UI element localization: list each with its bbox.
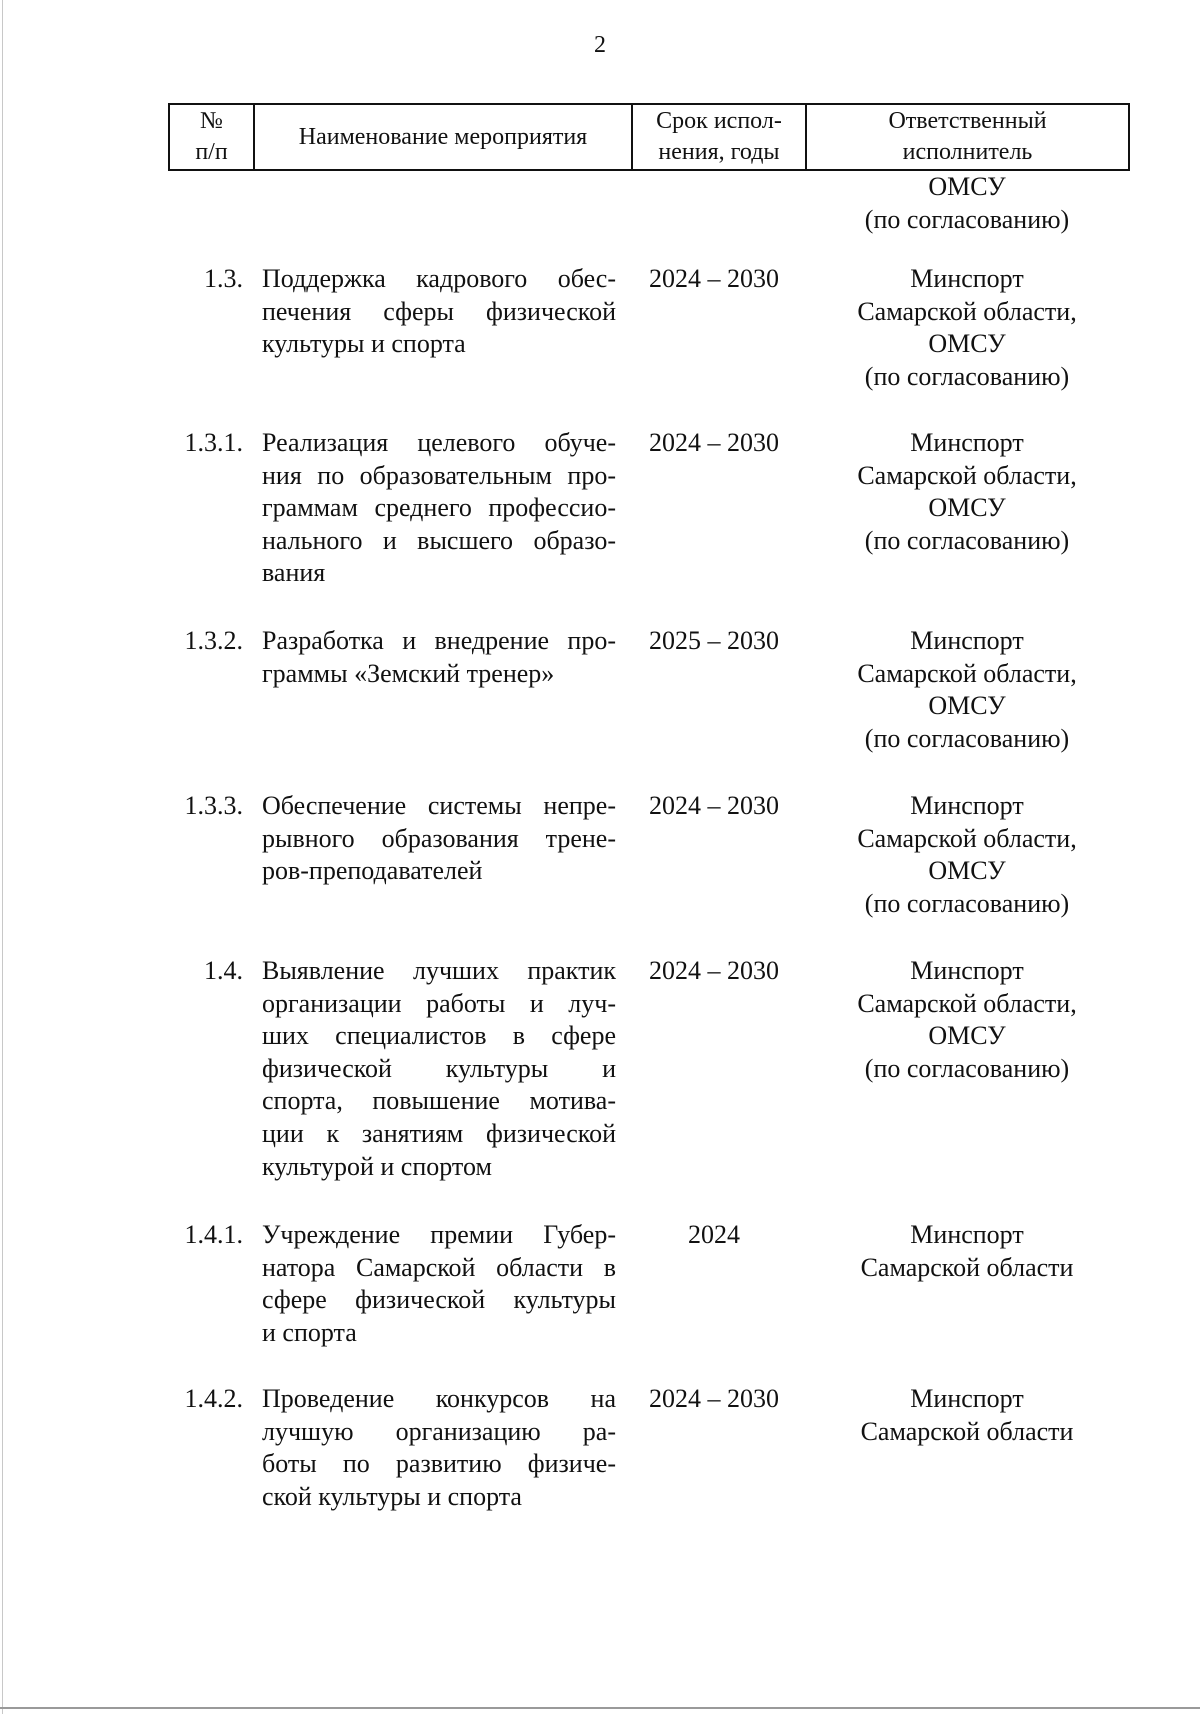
responsible-line: Минспорт — [910, 956, 1024, 985]
event-name-line: граммам среднего профессио- — [262, 493, 616, 523]
event-name-line: Учреждение премии Губер- — [262, 1220, 616, 1249]
event-name-line: натора Самарской области в — [262, 1252, 616, 1282]
row-number: 1.4. — [204, 956, 243, 985]
event-name-line: ров-преподавателей — [262, 856, 483, 886]
responsible-line: Самарской области, — [857, 988, 1077, 1018]
responsible-line: Минспорт — [910, 1384, 1024, 1413]
header-term-line: нения, годы — [658, 139, 780, 165]
event-name-line: физической культуры и — [262, 1053, 616, 1083]
event-name-line: ших специалистов в сфере — [262, 1021, 616, 1051]
event-name-line: Реализация целевого обуче- — [262, 428, 616, 457]
row-responsible — [806, 263, 1128, 393]
responsible-line: Минспорт — [910, 626, 1024, 655]
row-term: 2024 – 2030 — [649, 264, 779, 293]
header-name-line: Наименование мероприятия — [298, 123, 588, 150]
responsible-line: ОМСУ — [928, 856, 1006, 886]
responsible-line: (по согласованию) — [864, 888, 1070, 918]
responsible-line: Минспорт — [910, 791, 1024, 820]
row-responsible — [806, 955, 1128, 1085]
responsible-line: ОМСУ — [928, 691, 1006, 721]
event-name-line: Поддержка кадрового обес- — [262, 264, 616, 293]
row-event-name — [262, 790, 616, 888]
row-number: 1.3.1. — [184, 428, 243, 457]
header-term — [633, 105, 807, 169]
header-resp-line: Ответственный — [888, 108, 1047, 134]
responsible-line: ОМСУ — [928, 1021, 1006, 1051]
page-number: 2 — [594, 32, 606, 58]
event-name-line: культурой и спортом — [262, 1151, 492, 1181]
event-name-line: ния по образовательным про- — [262, 460, 616, 490]
event-name-line: культуры и спорта — [262, 329, 466, 359]
header-num-line: п/п — [195, 139, 228, 165]
event-name-line: и спорта — [262, 1317, 357, 1347]
event-name-line: Разработка и внедрение про- — [262, 626, 616, 655]
header-resp — [807, 105, 1128, 169]
event-name-line: вания — [262, 558, 326, 588]
row-responsible — [806, 790, 1128, 920]
row-responsible — [806, 1383, 1128, 1448]
event-name-line: ской культуры и спорта — [262, 1481, 522, 1511]
responsible-line: Самарской области — [860, 1416, 1074, 1446]
bottom-edge-line — [0, 1707, 1200, 1709]
continued-responsible — [806, 171, 1128, 236]
header-num — [170, 105, 255, 169]
row-event-name — [262, 625, 616, 690]
event-name-line: сфере физической культуры — [262, 1285, 616, 1315]
event-name-line: граммы «Земский тренер» — [262, 658, 555, 688]
continued-line: (по согласованию) — [864, 204, 1070, 234]
scan-edge-line — [2, 0, 3, 1714]
responsible-line: Минспорт — [910, 428, 1024, 457]
responsible-line: Самарской области, — [857, 460, 1077, 490]
row-number: 1.3.3. — [184, 791, 243, 820]
row-number: 1.3. — [204, 264, 243, 293]
header-resp-line: исполнитель — [902, 139, 1033, 165]
event-name-line: ции к занятиям физической — [262, 1118, 616, 1148]
event-name-line: нального и высшего образо- — [262, 525, 616, 555]
responsible-line: (по согласованию) — [864, 361, 1070, 391]
row-term: 2024 — [688, 1220, 740, 1249]
row-term: 2025 – 2030 — [649, 626, 779, 655]
continued-line: ОМСУ — [928, 172, 1006, 201]
responsible-line: (по согласованию) — [864, 723, 1070, 753]
header-name — [255, 105, 633, 169]
responsible-line: Самарской области — [860, 1252, 1074, 1282]
row-responsible — [806, 427, 1128, 557]
event-name-line: Обеспечение системы непре- — [262, 791, 616, 820]
header-term-line: Срок испол- — [656, 108, 782, 134]
responsible-line: (по согласованию) — [864, 1053, 1070, 1083]
row-event-name — [262, 427, 616, 590]
row-term: 2024 – 2030 — [649, 956, 779, 985]
event-name-line: лучшую организацию ра- — [262, 1416, 616, 1446]
responsible-line: Минспорт — [910, 264, 1024, 293]
row-number: 1.4.2. — [184, 1384, 243, 1413]
row-number: 1.3.2. — [184, 626, 243, 655]
responsible-line: Самарской области, — [857, 823, 1077, 853]
row-number: 1.4.1. — [184, 1220, 243, 1249]
responsible-line: ОМСУ — [928, 493, 1006, 523]
event-name-line: организации работы и луч- — [262, 988, 616, 1018]
row-responsible — [806, 1219, 1128, 1284]
responsible-line: Самарской области, — [857, 658, 1077, 688]
event-name-line: Выявление лучших практик — [262, 956, 616, 985]
responsible-line: (по согласованию) — [864, 525, 1070, 555]
event-name-line: печения сферы физической — [262, 296, 616, 326]
row-term: 2024 – 2030 — [649, 791, 779, 820]
event-name-line: рывного образования трене- — [262, 823, 616, 853]
row-event-name — [262, 1219, 616, 1349]
responsible-line: Самарской области, — [857, 296, 1077, 326]
row-term: 2024 – 2030 — [649, 1384, 779, 1413]
row-event-name — [262, 1383, 616, 1513]
row-event-name — [262, 955, 616, 1183]
responsible-line: Минспорт — [910, 1220, 1024, 1249]
event-name-line: боты по развитию физиче- — [262, 1449, 616, 1479]
table-header — [168, 103, 1130, 171]
header-num-line: № — [200, 108, 223, 134]
responsible-line: ОМСУ — [928, 329, 1006, 359]
row-term: 2024 – 2030 — [649, 428, 779, 457]
event-name-line: Проведение конкурсов на — [262, 1384, 616, 1413]
event-name-line: спорта, повышение мотива- — [262, 1086, 616, 1116]
row-responsible — [806, 625, 1128, 755]
row-event-name — [262, 263, 616, 361]
